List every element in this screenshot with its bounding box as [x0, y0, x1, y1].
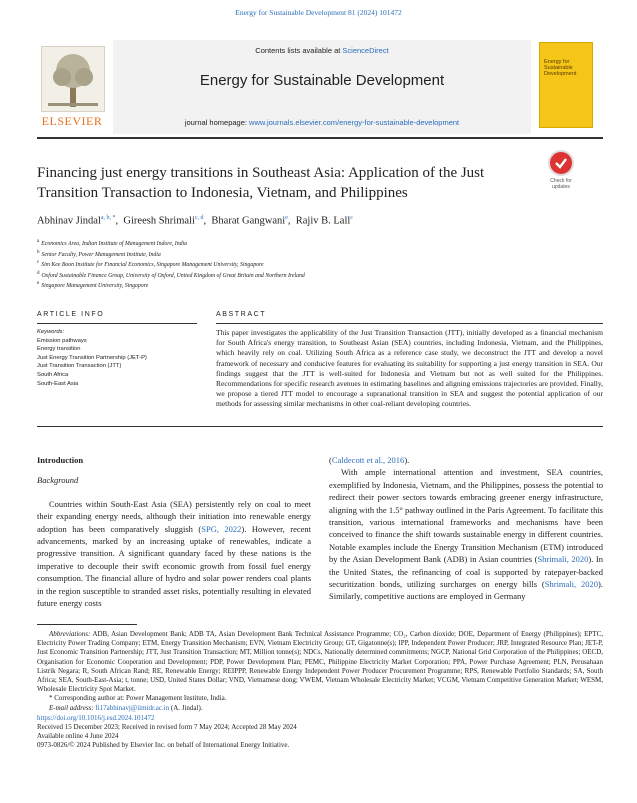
- body-column-right: [329, 454, 603, 603]
- sciencedirect-link[interactable]: ScienceDirect: [342, 46, 389, 55]
- keywords-label: Keywords:: [37, 329, 65, 335]
- check-updates-icon: [548, 150, 574, 176]
- elsevier-logo[interactable]: [37, 40, 107, 136]
- homepage-prefix: journal homepage:: [184, 118, 250, 127]
- header-divider: [37, 137, 603, 139]
- affiliations: [37, 238, 305, 291]
- article-info-heading: ARTICLE INFO: [37, 311, 105, 318]
- corresponding-author-note: * Corresponding author at: Power Management Institute, India.: [49, 694, 227, 703]
- citation-link[interactable]: Shrimali, 2020: [537, 554, 589, 565]
- background-heading: Background: [37, 475, 79, 486]
- received-dates: Received 15 December 2023; Received in revised form 7 May 2024; Accepted 28 May 2024: [37, 723, 297, 731]
- author-name[interactable]: Gireesh Shrimali: [123, 215, 195, 227]
- author-email-link[interactable]: fi17abhinavj@iimidr.ac.in: [95, 703, 170, 712]
- paper-title: Financing just energy transitions in Southeast Asia: Application of the Just Transition Transaction to Indonesia, Vietnam, and Philippines: [37, 165, 485, 201]
- footnote-divider: [37, 624, 137, 625]
- journal-title: Energy for Sustainable Development: [199, 72, 445, 89]
- affiliation: a Economics Area, Indian Institute of Management Indore, India: [37, 239, 188, 247]
- affiliation: e Singapore Management University, Singapore: [37, 281, 149, 289]
- affiliation: b Senior Faculty, Power Management Institute, India: [37, 249, 161, 258]
- abbreviations-footnote: Abbreviations: ADB, Asian Development Bank; ADB TA, Asian Development Bank Technical Assistance Programme; CO₂, Carbon dioxide; DOE, Department of Energy (Philippines); EPTC, Electricity Power Trading Company; ETM, Energy Transition Mechanism; EVN, Vietnam Electricity Group; GT, Gigatonne(s); IPP, Independent Power Producer; JRP, Integrated Resource Plan; JET-P, Just Economic Transition Partnership; JTT, Just Transition Transaction; MT, Million tonne(s); NDCs, Nationally determined commitments; NGCP, National Grid Corporation of the Philippines; OECD, Organisation for Economic Cooperation and Development; PDP, Power Development Plan; PEMC, Philippine Electricity Market Corporation; PPA, Power Purchase Agreement; PLN, Perusahaan Listrik Negara; R, South African Rand; RE, Renewable Energy; REIPPP, Renewable Energy Independent Power Producer Procurement Programme; RPS, Renewable Portfolio Standards; SA, South Africa; SEA, South-East-Asia; t, tonne; USD, United States Dollar; VND, Vietnamese dong; VWEM, Vietnam Wholesale Electricity Market; VCGM, Vietnam Competitive Generation Market; WESM, Wholesale Electricity Spot Market.: [37, 630, 603, 694]
- keyword: Just Energy Transition Partnership (JET-P): [37, 354, 147, 361]
- tree-logo-icon: [41, 46, 105, 112]
- keyword: Emission pathways: [37, 337, 87, 344]
- keyword: South-East Asia: [37, 380, 79, 387]
- author-affil-sup[interactable]: c: [350, 215, 353, 221]
- author-name[interactable]: Bharat Gangwani: [211, 215, 286, 227]
- author-affil-sup[interactable]: c, d: [194, 215, 204, 221]
- abstract-bottom-divider: [37, 426, 603, 427]
- available-online: Available online 4 June 2024: [37, 732, 119, 740]
- journal-homepage-link[interactable]: www.journals.elsevier.com/energy-for-sustainable-development: [249, 118, 460, 127]
- body-column-left: [37, 454, 311, 609]
- journal-banner: [113, 40, 531, 134]
- journal-reference[interactable]: Energy for Sustainable Development 81 (2024) 101472: [235, 8, 402, 17]
- contents-line: [113, 46, 531, 55]
- article-metadata: [37, 714, 603, 750]
- affiliation: d Oxford Sustainable Finance Group, University of Oxford, United Kingdom of Great Britain and Northern Ireland: [37, 270, 305, 279]
- citation-link[interactable]: SPG, 2022: [201, 523, 242, 534]
- author-name[interactable]: Rajiv B. Lall: [295, 215, 351, 227]
- citation-link[interactable]: Caldecott et al., 2016: [331, 455, 405, 465]
- keywords-block: [37, 328, 197, 388]
- check-for-updates-button[interactable]: [543, 150, 579, 190]
- author-affil-sup[interactable]: e: [285, 215, 288, 221]
- journal-cover-thumbnail[interactable]: [539, 42, 593, 128]
- cover-title: Energy for Sustainable Development: [544, 59, 577, 77]
- author-name[interactable]: Abhinav Jindal: [37, 215, 101, 227]
- email-note: E-mail address: fi17abhinavj@iimidr.ac.in (A. Jindal).: [49, 703, 203, 712]
- introduction-heading: Introduction: [37, 455, 84, 465]
- copyright: 0973-0826/© 2024 Published by Elsevier Inc. on behalf of International Energy Initiative.: [37, 741, 290, 749]
- abstract-heading: ABSTRACT: [216, 311, 267, 318]
- citation-link[interactable]: Shrimali, 2020: [544, 579, 599, 590]
- publisher-logo-text: ELSEVIER: [41, 114, 103, 128]
- article-info-divider: [37, 323, 197, 324]
- author-affil-sup[interactable]: a, b, *: [100, 215, 116, 221]
- keyword: Energy transition: [37, 346, 81, 353]
- check-updates-label: Check for updates: [550, 178, 572, 190]
- masthead: [37, 40, 603, 136]
- keyword: Just Transition Transaction (JTT): [37, 363, 122, 370]
- affiliation: c Sim Kee Boon Institute for Financial Economics, Singapore Management University, Singapore: [37, 260, 264, 268]
- author-list: Abhinav Jindal$^{a, b, *}$, Gireesh Shrimali$^{c, d}$, Bharat Gangwani$^e$, Rajiv B. Lall$^c$: [37, 215, 353, 227]
- keyword: South Africa: [37, 371, 69, 378]
- doi-link[interactable]: https://doi.org/10.1016/j.esd.2024.101472: [37, 714, 155, 722]
- body-paragraph: Countries within South-East Asia (SEA) persistently rely on coal to meet their expanding energy needs, although their initiation into renewable energy adoption has been comparatively sluggish (SPG, 2022). However, recent advancements, marked by an increasing uptake of renewables, indicate a progressive transition. A significant quandary faced by these nations is the imperative to decouple their swift economic growth from fossil fuel energy consumption. The financial allure of hydro and solar power renders coal plants in the region susceptible to stranded asset risks, potentially resulting in elevated future energy costs: [37, 498, 312, 609]
- abstract-text: This paper investigates the applicability of the Just Transition Transaction (JTT), initially developed as a financial mechanism for South Africa's energy transition, to Southeast Asian (SEA) countries, including Indonesia, Vietnam, and the Philippines, which heavily rely on coal. Utilizing South Africa as a reference case study, we deconstruct the JTT and develop a novel framework of necessary and conducive features for evaluating its suitability for supporting a just energy transition in SEA. Our findings suggest that the JTT is well-suited for Indonesia and Vietnam but not as well suited for the Philippines. Recommendations for specific research avenues in estimating baselines and aligning emissions trajectories are provided. Finally, we propose a tiered JTT model to encourage a supranational transition in SEA and suggest the potential application of our methods for assessing similar mechanisms in other coal-reliant developing countries.: [216, 328, 603, 409]
- homepage-line: [113, 118, 531, 127]
- abstract-divider: [216, 323, 603, 324]
- body-paragraph-continued: (Caldecott et al., 2016).: [329, 455, 410, 465]
- body-paragraph: With ample international attention and investment, SEA countries, exemplified by Indonesia, Vietnam, and the Philippines, possess the potential to redirect their power sectors towards embracing greener energy infrastructure, aligning with the 1.5° pathway outlined in the Paris Agreement. To facilitate this transition, various international frameworks and mechanisms have been conceived to finance the shift towards sustainable energy in different countries. Notable examples include the Energy Transition Mechanism (ETM) introduced by the Asian Development Bank (ADB) in Asian countries (Shrimali, 2020). In the United States, the refinancing of coal is supported by ratepayer-backed securitization bonds, utilizing surcharges on energy bills (Shrimali, 2020). Similarly, competitive auctions are employed in Germany: [329, 467, 604, 602]
- contents-prefix: Contents lists available at: [255, 46, 343, 55]
- footnotes: [37, 630, 603, 713]
